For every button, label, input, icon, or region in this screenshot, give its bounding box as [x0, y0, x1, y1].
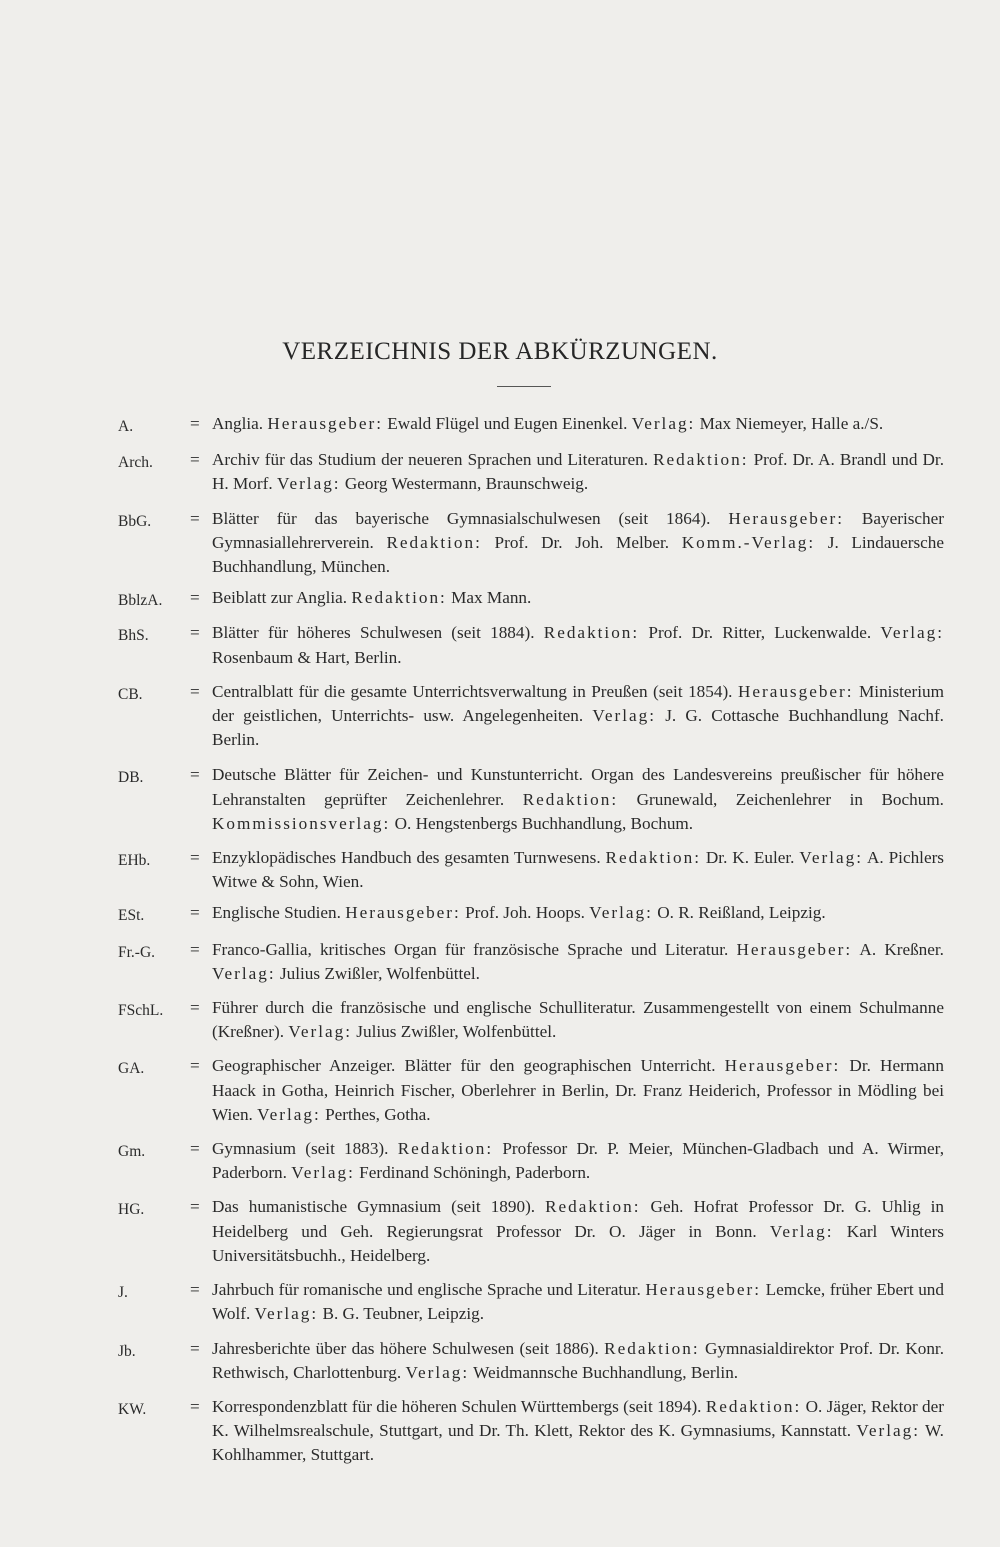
abbreviation-entry [118, 1195, 944, 1268]
description-text: A. Pichlers Witwe & Sohn, Wien. [212, 848, 944, 892]
spaced-label: Verlag: [257, 1104, 321, 1124]
spaced-label: Redaktion: [351, 588, 447, 608]
description-text: Rosenbaum & Hart, Berlin. [212, 647, 402, 667]
description-text: B. G. Teubner, Leipzig. [318, 1304, 484, 1324]
spaced-label: Redaktion: [653, 450, 749, 470]
abbreviation-entry [118, 1278, 944, 1326]
description-text: Korrespondenzblatt für die höheren Schulen Württembergs (seit 1894). [212, 1396, 706, 1416]
description-text: Ferdinand Schöningh, Paderborn. [354, 1163, 591, 1183]
description-text: Centralblatt für die gesamte Unterrichtsverwaltung in Preußen (seit 1854). [212, 681, 738, 701]
description-text: Professor Dr. P. Meier, München-Gladbach und A. Wirmer, Paderborn. [212, 1139, 944, 1183]
abbreviation-key: CB. [118, 685, 143, 703]
abbreviation-description [212, 507, 944, 580]
spaced-label: Herausgeber: [645, 1280, 761, 1300]
description-text: J. G. Cottasche Buchhandlung Nachf. Berlin. [212, 706, 944, 750]
equals-sign: = [190, 998, 200, 1018]
abbreviation-description [212, 412, 944, 439]
abbreviation-entry [118, 621, 944, 669]
abbreviation-key: HG. [118, 1201, 145, 1219]
description-text: J. Lindauersche Buchhandlung, München. [212, 532, 944, 577]
abbreviation-entry [118, 938, 944, 986]
spaced-label: Redaktion: [397, 1139, 494, 1159]
abbreviation-key: BhS. [118, 627, 149, 645]
abbreviation-description [212, 1195, 944, 1268]
description-text: Jahresberichte über das höhere Schulwesen (seit 1886). [212, 1338, 605, 1358]
spaced-label: Herausgeber: [736, 939, 853, 959]
spaced-label: Komm.-Verlag: [681, 532, 816, 552]
spaced-label: Verlag: [592, 706, 657, 726]
spaced-label: Verlag: [254, 1304, 319, 1324]
equals-sign: = [190, 1056, 200, 1076]
spaced-label: Redaktion: [705, 1396, 802, 1416]
description-text: Englische Studien. [212, 903, 346, 923]
abbreviation-description [212, 586, 944, 613]
description-text: W. Kohlhammer, Stuttgart. [212, 1421, 944, 1465]
equals-sign: = [190, 1197, 200, 1217]
equals-sign: = [190, 765, 200, 785]
abbreviation-description [212, 901, 944, 928]
abbreviation-description [212, 621, 944, 669]
abbreviation-entry [118, 680, 944, 753]
abbreviation-key: Jb. [118, 1342, 136, 1360]
abbreviation-key: Fr.-G. [118, 943, 156, 961]
abbreviation-description [212, 763, 944, 836]
description-text: Archiv für das Studium der neueren Sprachen und Literaturen. [212, 450, 654, 470]
description-text: Geographischer Anzeiger. Blätter für den geographischen Unterricht. [212, 1056, 725, 1076]
spaced-label: Verlag: [405, 1362, 470, 1382]
abbreviation-key: KW. [118, 1400, 147, 1418]
description-text: A. Kreßner. [852, 939, 944, 959]
spaced-label: Redaktion: [605, 848, 701, 868]
spaced-label: Kommissionsverlag: [212, 813, 391, 833]
description-text: Dr. K. Euler. [700, 848, 800, 868]
spaced-label: Verlag: [212, 963, 276, 983]
abbreviation-key: GA. [118, 1060, 145, 1078]
spaced-label: Redaktion: [543, 623, 640, 643]
equals-sign: = [190, 903, 200, 923]
description-text: Ministerium der geistlichen, Unterrichts- usw. Angelegenheiten. [212, 681, 945, 726]
description-text: Perthes, Gotha. [320, 1104, 431, 1124]
equals-sign: = [190, 450, 200, 470]
abbreviation-entry [118, 1054, 944, 1127]
description-text: Prof. Dr. A. Brandl und Dr. H. Morf. [212, 450, 945, 494]
description-text: O. Hengstenbergs Buchhandlung, Bochum. [390, 813, 694, 833]
description-text: Prof. Dr. Joh. Melber. [481, 532, 682, 552]
description-text: Blätter für höheres Schulwesen (seit 1884). [212, 623, 544, 643]
description-text: Karl Winters Universitätsbuchh., Heidelberg. [212, 1221, 944, 1265]
description-text: Weidmannsche Buchhandlung, Berlin. [469, 1362, 739, 1382]
abbreviation-entry [118, 1395, 944, 1468]
spaced-label: Herausgeber: [728, 508, 844, 528]
abbreviation-description [212, 996, 944, 1044]
description-text: Max Mann. [446, 588, 532, 608]
equals-sign: = [190, 508, 200, 528]
description-text: Franco-Gallia, kritisches Organ für französische Sprache und Literatur. [212, 939, 737, 959]
abbreviation-entry [118, 1337, 944, 1385]
description-text: Ewald Flügel und Eugen Einenkel. [383, 414, 632, 433]
abbreviation-key: J. [118, 1284, 128, 1302]
equals-sign: = [190, 1139, 200, 1159]
abbreviation-description [212, 1395, 944, 1468]
description-text: Grunewald, Zeichenlehrer in Bochum. [618, 789, 944, 809]
description-text: Enzyklopädisches Handbuch des gesamten Turnwesens. [212, 848, 606, 868]
description-text: Bayerischer Gymnasiallehrerverein. [212, 508, 945, 552]
equals-sign: = [190, 1338, 200, 1358]
equals-sign: = [190, 588, 200, 608]
page-title: VERZEICHNIS DER ABKÜRZUNGEN. [282, 338, 718, 365]
spaced-label: Verlag: [291, 1163, 355, 1183]
equals-sign: = [190, 681, 200, 701]
abbreviation-key: ESt. [118, 907, 145, 925]
spaced-label: Verlag: [631, 414, 696, 433]
spaced-label: Herausgeber: [737, 681, 854, 701]
equals-sign: = [190, 939, 200, 959]
equals-sign: = [190, 623, 200, 643]
spaced-label: Verlag: [880, 623, 944, 643]
abbreviation-description [212, 1278, 944, 1326]
spaced-label: Verlag: [288, 1022, 352, 1042]
abbreviation-key: DB. [118, 769, 144, 787]
description-text: O. R. Reißland, Leipzig. [652, 903, 826, 923]
description-text: Anglia. [212, 414, 268, 433]
abbreviation-entry [118, 901, 944, 928]
spaced-label: Verlag: [856, 1421, 921, 1441]
spaced-label: Herausgeber: [267, 414, 383, 433]
spaced-label: Verlag: [769, 1221, 834, 1241]
abbreviation-entry [118, 996, 944, 1044]
abbreviation-key: A. [118, 418, 134, 435]
equals-sign: = [190, 1280, 200, 1300]
spaced-label: Redaktion: [522, 789, 619, 809]
abbreviation-description [212, 846, 944, 894]
abbreviation-description [212, 680, 944, 753]
abbreviation-description [212, 1137, 944, 1185]
abbreviation-description [212, 1054, 944, 1127]
spaced-label: Redaktion: [604, 1338, 700, 1358]
abbreviation-key: FSchL. [118, 1002, 164, 1020]
title-divider [497, 386, 551, 387]
abbreviation-key: Gm. [118, 1143, 146, 1161]
abbreviation-entry [118, 412, 944, 439]
abbreviation-key: EHb. [118, 852, 151, 870]
description-text: Gymnasialdirektor Prof. Dr. Konr. Rethwisch, Charlottenburg. [212, 1338, 944, 1382]
description-text: O. Jäger, Rektor der K. Wilhelmsrealschule, Stuttgart, und Dr. Th. Klett, Rektor des K. Gymnasiums, Kannstatt. [212, 1396, 944, 1441]
abbreviation-key: BbG. [118, 512, 152, 530]
abbreviation-entry [118, 763, 944, 836]
description-text: Prof. Dr. Ritter, Luckenwalde. [639, 623, 881, 643]
abbreviation-entry [118, 1137, 944, 1185]
description-text: Blätter für das bayerische Gymnasialschulwesen (seit 1864). [212, 508, 729, 528]
spaced-label: Redaktion: [545, 1197, 641, 1217]
abbreviation-entry [118, 586, 944, 613]
abbreviation-description [212, 1337, 944, 1385]
description-text: Lemcke, früher Ebert und Wolf. [212, 1280, 944, 1324]
equals-sign: = [190, 848, 200, 868]
description-text: Jahrbuch für romanische und englische Sprache und Literatur. [212, 1280, 646, 1300]
description-text: Führer durch die französische und englische Schulliteratur. Zusammengestellt von einem Schulmanne (Kreßner). [212, 998, 944, 1042]
equals-sign: = [190, 414, 200, 433]
abbreviation-key: Arch. [118, 454, 153, 472]
abbreviation-list [118, 412, 944, 1468]
abbreviation-key: BblzA. [118, 592, 163, 610]
abbreviation-entry [118, 507, 944, 580]
description-text: Beiblatt zur Anglia. [212, 588, 352, 608]
description-text: Julius Zwißler, Wolfenbüttel. [275, 963, 480, 983]
equals-sign: = [190, 1396, 200, 1416]
description-text: Georg Westermann, Braunschweig. [340, 474, 589, 494]
description-text: Das humanistische Gymnasium (seit 1890). [212, 1197, 546, 1217]
description-text: Dr. Hermann Haack in Gotha, Heinrich Fischer, Oberlehrer in Berlin, Dr. Franz Heiderich, Professor in Mödling bei Wien. [212, 1056, 944, 1124]
abbreviation-entry [118, 448, 944, 496]
description-text: Geh. Hofrat Professor Dr. G. Uhlig in Heidelberg und Geh. Regierungsrat Professor Dr. O. Jäger in Bonn. [212, 1197, 944, 1241]
description-text: Deutsche Blätter für Zeichen- und Kunstunterricht. Organ des Landesvereins preußischer für höhere Lehranstalten geprüfter Zeichenlehrer. [212, 765, 944, 809]
description-text: Gymnasium (seit 1883). [212, 1139, 398, 1159]
description-text: Max Niemeyer, Halle a./S. [695, 414, 884, 433]
spaced-label: Herausgeber: [345, 903, 461, 923]
description-text: Prof. Joh. Hoops. [460, 903, 590, 923]
spaced-label: Verlag: [589, 903, 653, 923]
description-text: Julius Zwißler, Wolfenbüttel. [352, 1022, 557, 1042]
abbreviation-description [212, 448, 944, 496]
spaced-label: Verlag: [276, 474, 341, 494]
spaced-label: Verlag: [799, 848, 864, 868]
abbreviation-description [212, 938, 944, 986]
spaced-label: Herausgeber: [724, 1056, 841, 1076]
spaced-label: Redaktion: [386, 532, 482, 552]
abbreviation-entry [118, 846, 944, 894]
